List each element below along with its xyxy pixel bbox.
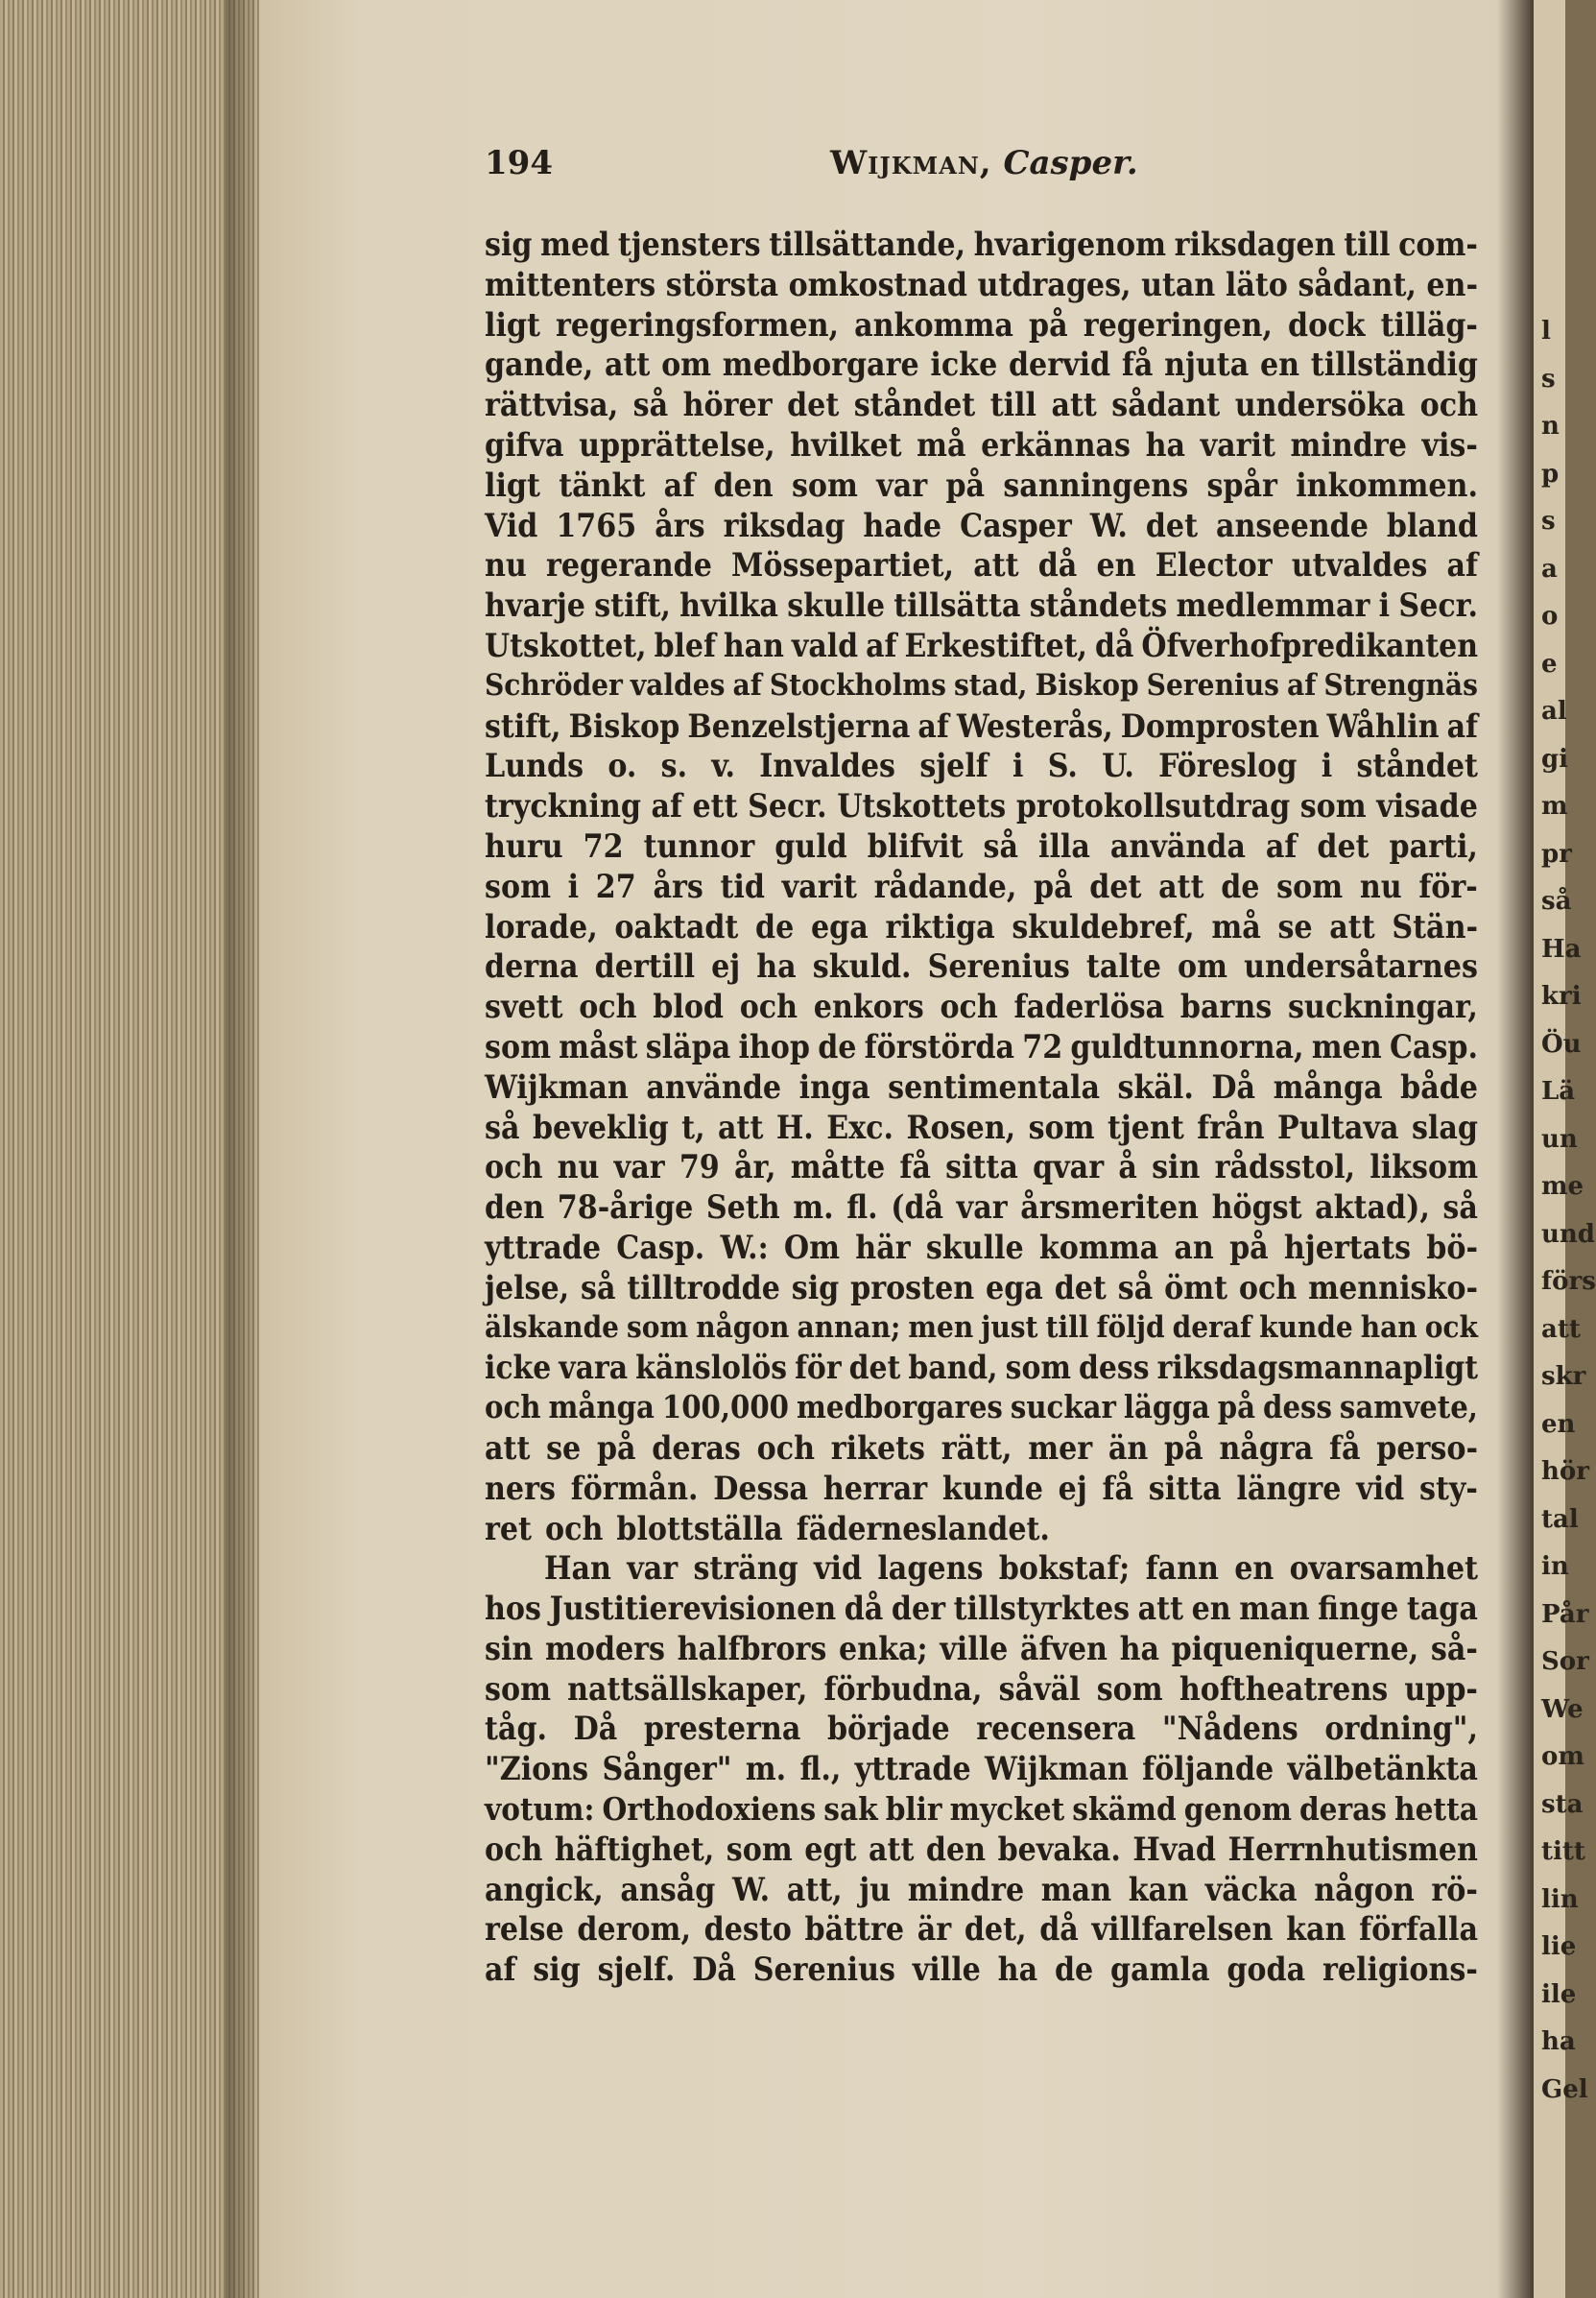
- page-text-block: [485, 144, 1478, 1990]
- text-line: nu regerande Mössepartiet, att då en Elector utvaldes af: [485, 546, 1478, 585]
- running-title-author: Wijkman,: [830, 144, 992, 182]
- text-line: relse derom, desto bättre är det, då villfarelsen kan förfalla: [485, 1910, 1478, 1949]
- facing-page-fragment: e: [1541, 649, 1558, 679]
- text-line: angick, ansåg W. att, ju mindre man kan väcka någon rö-: [485, 1870, 1478, 1908]
- text-line: gande, att om medborgare icke dervid få njuta en tillständig: [485, 346, 1478, 384]
- facing-page-fragment: l: [1541, 317, 1551, 346]
- facing-page-fragment: hör: [1541, 1457, 1589, 1486]
- text-line: ners förmån. Dessa herrar kunde ej få sitta längre vid sty-: [485, 1469, 1478, 1507]
- facing-page-fragment: o: [1541, 602, 1559, 631]
- facing-page-fragment: kri: [1541, 982, 1582, 1011]
- facing-page-fragment: in: [1541, 1552, 1569, 1581]
- facing-page-fragment: Öu: [1541, 1029, 1582, 1059]
- facing-page-fragment: skr: [1541, 1362, 1586, 1391]
- facing-page-fragment: m: [1541, 792, 1568, 821]
- text-line: icke vara känslolös för det band, som dess riksdagsmannapligt: [485, 1349, 1478, 1387]
- text-line: hos Justitierevisionen då der tillstyrktes att en man finge taga: [485, 1590, 1478, 1628]
- facing-page-fragment: lie: [1541, 1932, 1577, 1961]
- text-line: Utskottet, blef han vald af Erkestiftet, då Öfverhofpredikanten: [485, 626, 1478, 664]
- facing-page-fragment: att: [1541, 1314, 1581, 1344]
- text-line: Han var sträng vid lagens bokstaf; fann en ovarsamhet: [544, 1549, 1478, 1588]
- text-line: sig med tjensters tillsättande, hvarigenom riksdagen till com-: [485, 226, 1478, 263]
- facing-page-fragment: gi: [1541, 744, 1569, 774]
- text-line: den 78-årige Seth m. fl. (då var årsmeriten högst aktad), så: [485, 1188, 1478, 1227]
- text-line: ret och blottställa fäderneslandet.: [485, 1509, 1050, 1547]
- page-number: 194: [485, 144, 553, 182]
- text-line: att se på deras och rikets rätt, mer än på några få perso-: [485, 1428, 1478, 1467]
- facing-page-fragment: så: [1541, 887, 1572, 916]
- facing-page-fragment: s: [1541, 364, 1556, 394]
- text-line: votum: Orthodoxiens sak blir mycket skämd genom deras hetta: [485, 1790, 1478, 1829]
- running-title-given-name: Casper.: [1003, 144, 1138, 182]
- text-line: mittenters största omkostnad utdrages, utan läto sådant, en-: [485, 265, 1478, 303]
- running-head: [485, 144, 1478, 202]
- facing-page-fragment: lin: [1541, 1884, 1579, 1914]
- facing-page-fragment: n: [1541, 412, 1560, 441]
- text-line: tryckning af ett Secr. Utskottets protokollsutdrag som visade: [485, 787, 1478, 826]
- text-line: älskande som någon annan; men just till följd deraf kunde han ock: [485, 1309, 1478, 1345]
- facing-page-fragment: pr: [1541, 839, 1572, 869]
- text-line: så beveklig t, att H. Exc. Rosen, som tjent från Pultava slag: [485, 1108, 1478, 1146]
- text-line: "Zions Sånger" m. fl., yttrade Wijkman följande välbetänkta: [485, 1750, 1478, 1788]
- facing-page-fragment: sta: [1541, 1789, 1584, 1819]
- facing-page-fragment: p: [1541, 459, 1560, 489]
- text-line: ligt regeringsformen, ankomma på regeringen, dock tilläg-: [485, 305, 1478, 344]
- body-text: [485, 225, 1478, 1990]
- facing-page-fragment: ha: [1541, 2027, 1576, 2056]
- text-line: Schröder valdes af Stockholms stad, Biskop Serenius af Strengnäs: [485, 667, 1478, 703]
- text-line: som nattsällskaper, förbudna, såväl som hoftheatrens upp-: [485, 1669, 1478, 1708]
- text-line: och häftighet, som egt att den bevaka. Hvad Herrnhutismen: [485, 1830, 1478, 1868]
- facing-page-fragment: tal: [1541, 1504, 1579, 1534]
- book-page-edges: [0, 0, 259, 2298]
- facing-page-fragment: al: [1541, 697, 1567, 726]
- facing-page-fragment: Ha: [1541, 934, 1582, 964]
- facing-page-fragment: me: [1541, 1172, 1584, 1201]
- gutter-shadow: [1497, 0, 1536, 2298]
- text-line: ligt tänkt af den som var på sanningens spår inkommen.: [485, 466, 1478, 504]
- text-line: rättvisa, så hörer det ståndet till att sådant undersöka och: [485, 386, 1478, 424]
- facing-page-fragment: titt: [1541, 1837, 1585, 1866]
- text-line: derna dertill ej ha skuld. Serenius talte om undersåtarnes: [485, 947, 1478, 986]
- facing-page-strip: [1534, 0, 1596, 2298]
- text-line: sin moders halfbrors enka; ville äfven ha piqueniquerne, så-: [485, 1629, 1478, 1667]
- text-line: gifva upprättelse, hvilket må erkännas ha varit mindre vis-: [485, 425, 1478, 464]
- running-title: [830, 144, 1138, 182]
- text-line: yttrade Casp. W.: Om här skulle komma an på hjertats bö-: [485, 1228, 1478, 1266]
- text-line: lorade, oaktadt de ega riktiga skuldebref, må se att Stän-: [485, 907, 1478, 946]
- facing-page-fragment: Gel: [1541, 2074, 1588, 2104]
- text-line: tåg. Då presterna började recensera "Nådens ordning",: [485, 1710, 1478, 1748]
- text-line: huru 72 tunnor guld blifvit så illa använda af det parti,: [485, 826, 1478, 865]
- facing-page-fragment: en: [1541, 1409, 1576, 1439]
- text-line: Lunds o. s. v. Invaldes sjelf i S. U. Föreslog i ståndet: [485, 747, 1478, 785]
- text-line: Wijkman använde inga sentimentala skäl. Då många både: [485, 1067, 1478, 1106]
- facing-page-fragment: a: [1541, 554, 1558, 584]
- facing-page-fragment: We: [1541, 1694, 1584, 1724]
- text-line: stift, Biskop Benzelstjerna af Westerås, Domprosten Wåhlin af: [485, 706, 1478, 745]
- facing-page-fragment: Sor: [1541, 1647, 1589, 1676]
- text-line: Vid 1765 års riksdag hade Casper W. det anseende bland: [485, 506, 1478, 544]
- text-line: och många 100,000 medborgares suckar lägga på dess samvete,: [485, 1389, 1478, 1426]
- text-line: hvarje stift, hvilka skulle tillsätta ståndets medlemmar i Secr.: [485, 586, 1478, 625]
- text-line: af sig sjelf. Då Serenius ville ha de gamla goda religions-: [485, 1951, 1478, 1989]
- facing-page-fragment: förs: [1541, 1267, 1596, 1296]
- text-line: som måst släpa ihop de förstörda 72 guldtunnorna, men Casp.: [485, 1027, 1478, 1065]
- text-line: jelse, så tilltrodde sig prosten ega det så ömt och menniskо-: [485, 1268, 1478, 1306]
- text-line: och nu var 79 år, måtte få sitta qvar å sin rådsstol, liksom: [485, 1148, 1478, 1186]
- facing-page-fragment: Lä: [1541, 1077, 1576, 1106]
- facing-page-fragment: om: [1541, 1742, 1584, 1771]
- facing-page-fragment: Pår: [1541, 1599, 1589, 1629]
- text-line: som i 27 års tid varit rådande, på det att de som nu för-: [485, 867, 1478, 905]
- facing-page-fragment: un: [1541, 1124, 1578, 1154]
- text-line: svett och blod och enkors och faderlösa barns suckningar,: [485, 988, 1478, 1026]
- facing-page-fragment: und: [1541, 1219, 1595, 1249]
- facing-page-fragment: ile: [1541, 1979, 1577, 2009]
- facing-page-fragment: s: [1541, 507, 1556, 536]
